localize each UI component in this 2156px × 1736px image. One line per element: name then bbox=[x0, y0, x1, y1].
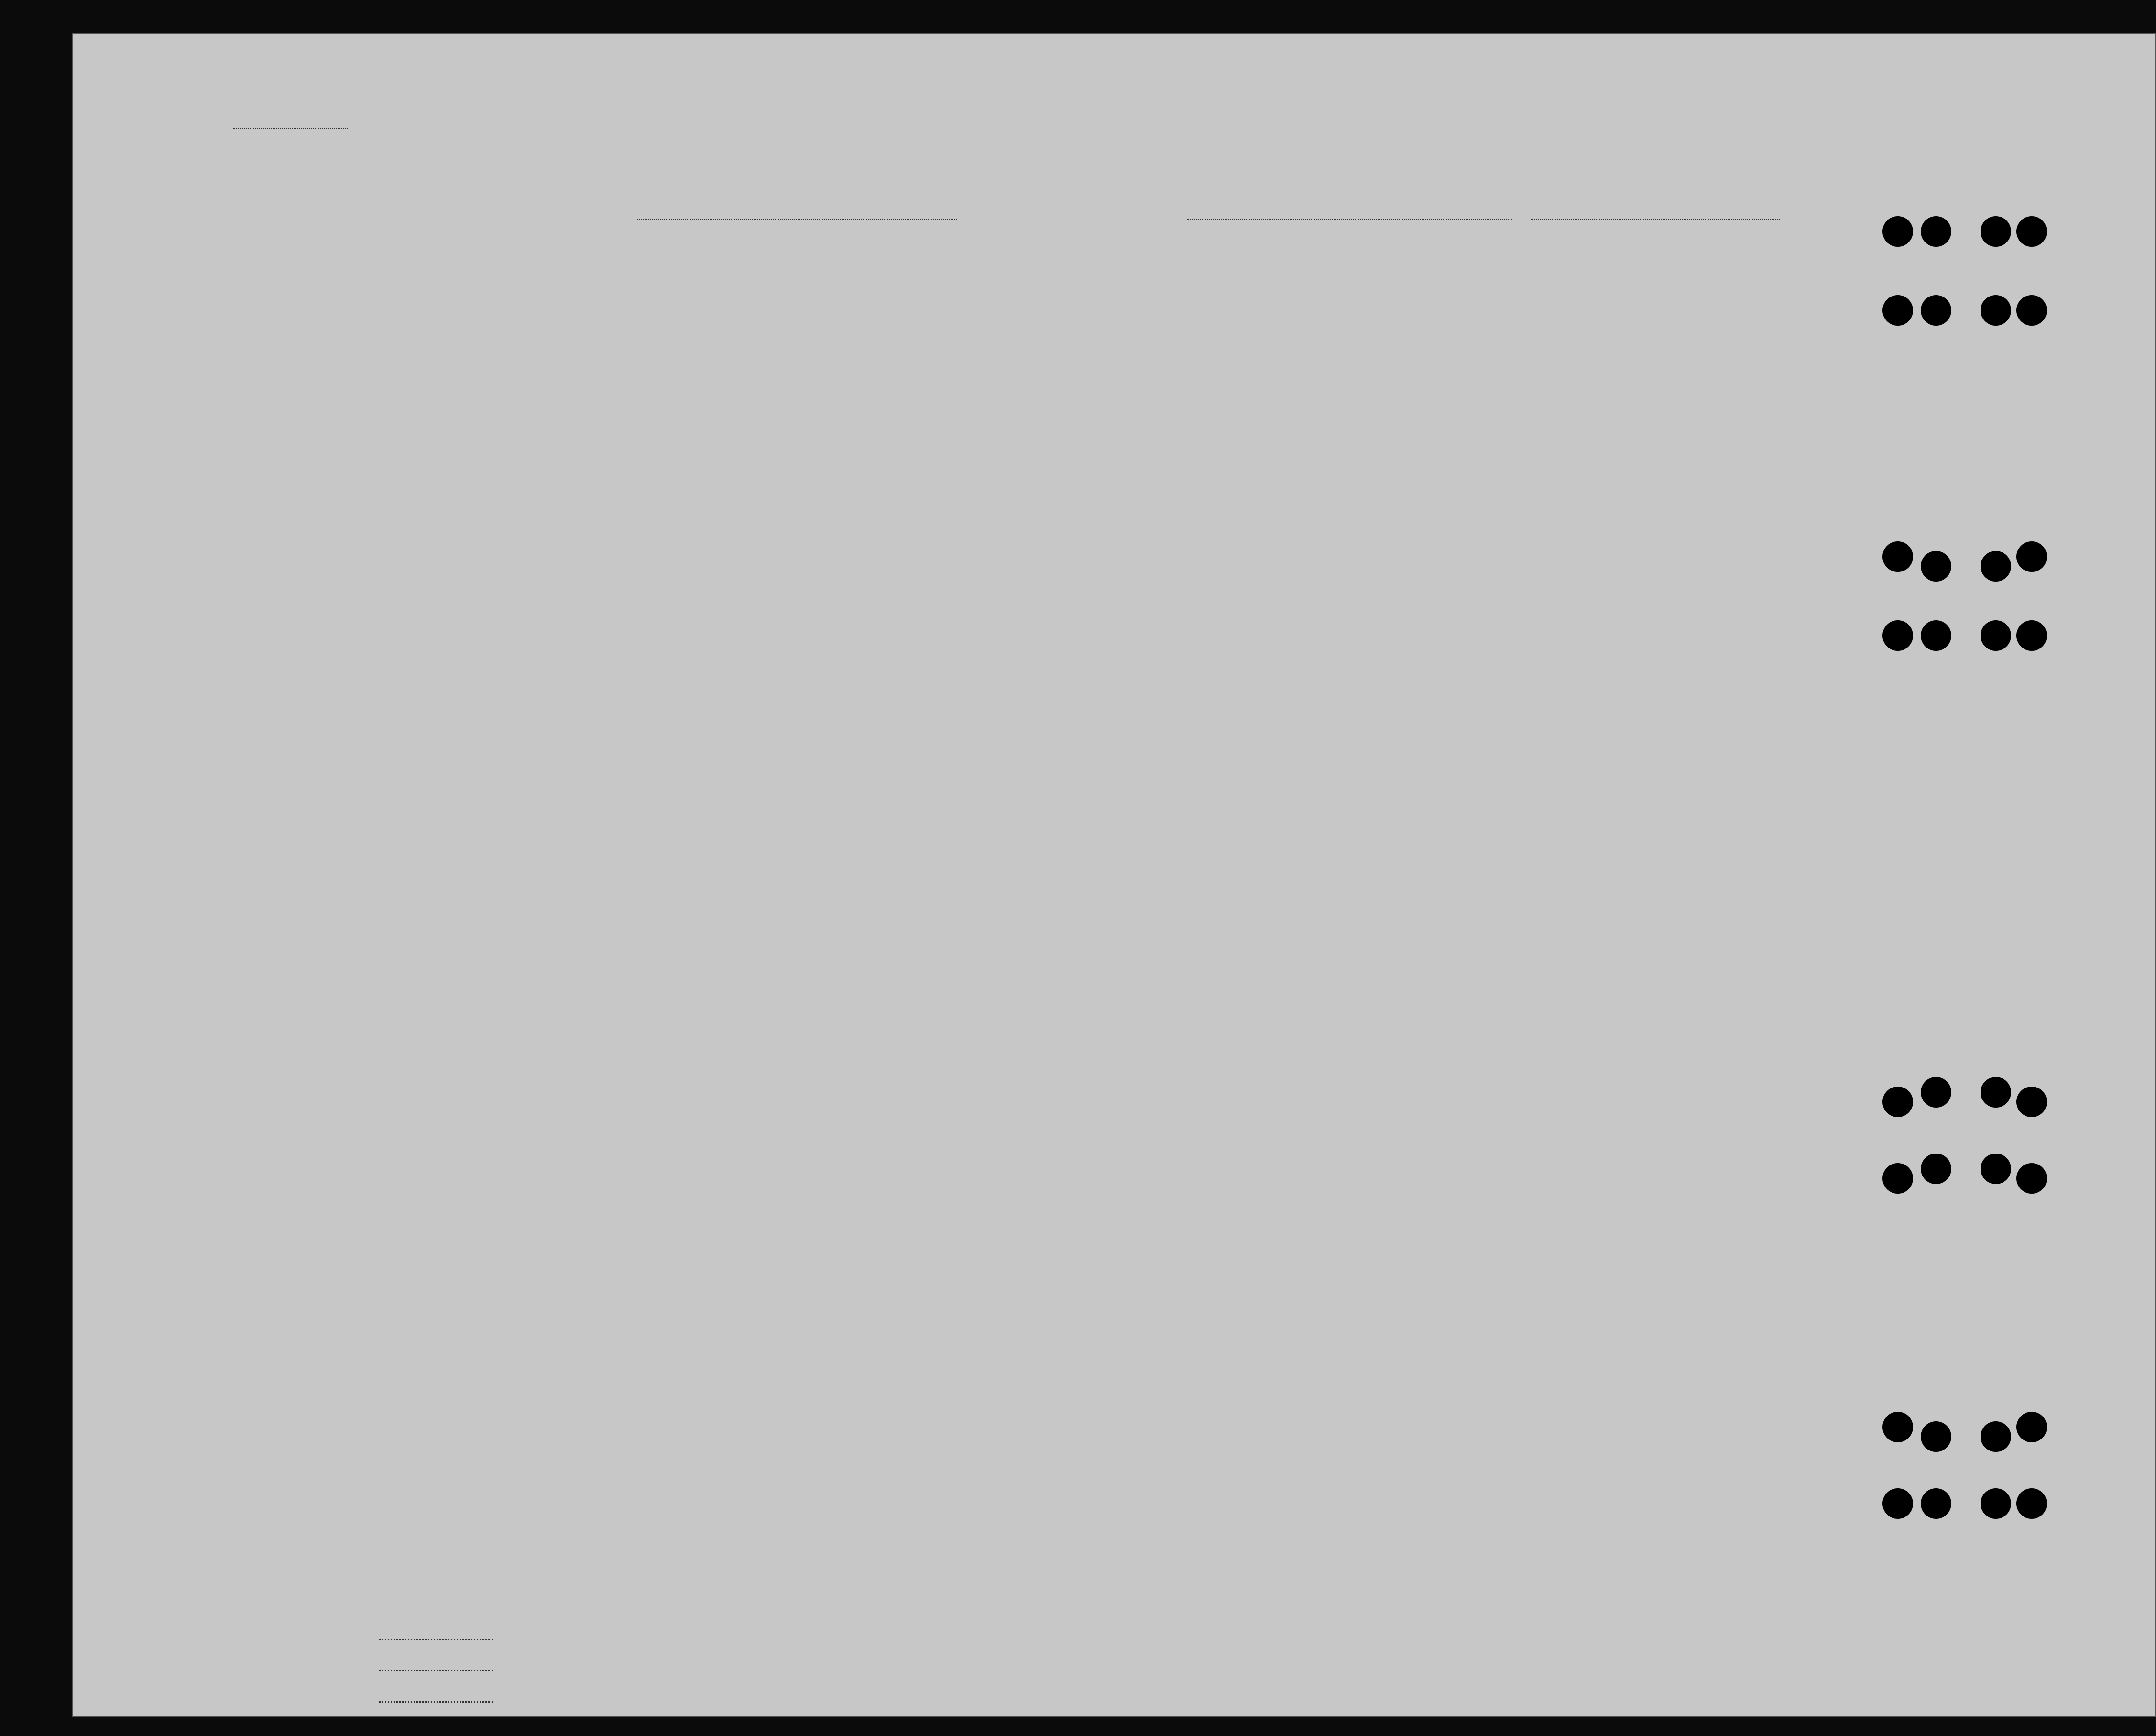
punch-hole bbox=[1882, 1163, 1913, 1194]
punch-hole bbox=[1921, 216, 1951, 247]
punch-hole bbox=[1882, 216, 1913, 247]
punch-hole bbox=[1981, 620, 2011, 651]
punch-hole bbox=[1921, 295, 1951, 326]
ship-underline bbox=[637, 219, 957, 220]
punch-hole bbox=[1981, 1421, 2011, 1452]
punch-hole bbox=[1882, 1488, 1913, 1519]
punch-hole bbox=[1981, 1488, 2011, 1519]
port-underline bbox=[1187, 219, 1512, 220]
punch-hole bbox=[1921, 551, 1951, 582]
us-citizens-line bbox=[379, 1670, 493, 1671]
punch-hole bbox=[1882, 541, 1913, 572]
punch-hole bbox=[1981, 1077, 2011, 1108]
punch-hole bbox=[1981, 1154, 2011, 1184]
manifest-sheet bbox=[72, 33, 2156, 1717]
punch-hole bbox=[2016, 216, 2047, 247]
list-underline bbox=[233, 128, 348, 129]
punch-hole bbox=[1921, 620, 1951, 651]
punch-hole bbox=[1981, 551, 2011, 582]
punch-hole bbox=[1882, 1087, 1913, 1117]
total-passengers-line bbox=[379, 1639, 493, 1640]
punch-hole bbox=[1981, 216, 2011, 247]
punch-hole bbox=[1981, 295, 2011, 326]
punch-hole bbox=[2016, 1488, 2047, 1519]
punch-hole bbox=[2016, 1412, 2047, 1442]
punch-hole bbox=[1882, 620, 1913, 651]
punch-hole bbox=[1921, 1077, 1951, 1108]
punch-hole bbox=[2016, 1087, 2047, 1117]
punch-hole bbox=[1921, 1154, 1951, 1184]
punch-hole bbox=[2016, 295, 2047, 326]
aliens-line bbox=[379, 1701, 493, 1703]
punch-hole bbox=[1921, 1421, 1951, 1452]
punch-hole bbox=[1921, 1488, 1951, 1519]
punch-hole bbox=[2016, 620, 2047, 651]
date-underline bbox=[1531, 219, 1780, 220]
punch-hole bbox=[1882, 295, 1913, 326]
punch-hole bbox=[2016, 1163, 2047, 1194]
punch-hole bbox=[2016, 541, 2047, 572]
punch-hole bbox=[1882, 1412, 1913, 1442]
